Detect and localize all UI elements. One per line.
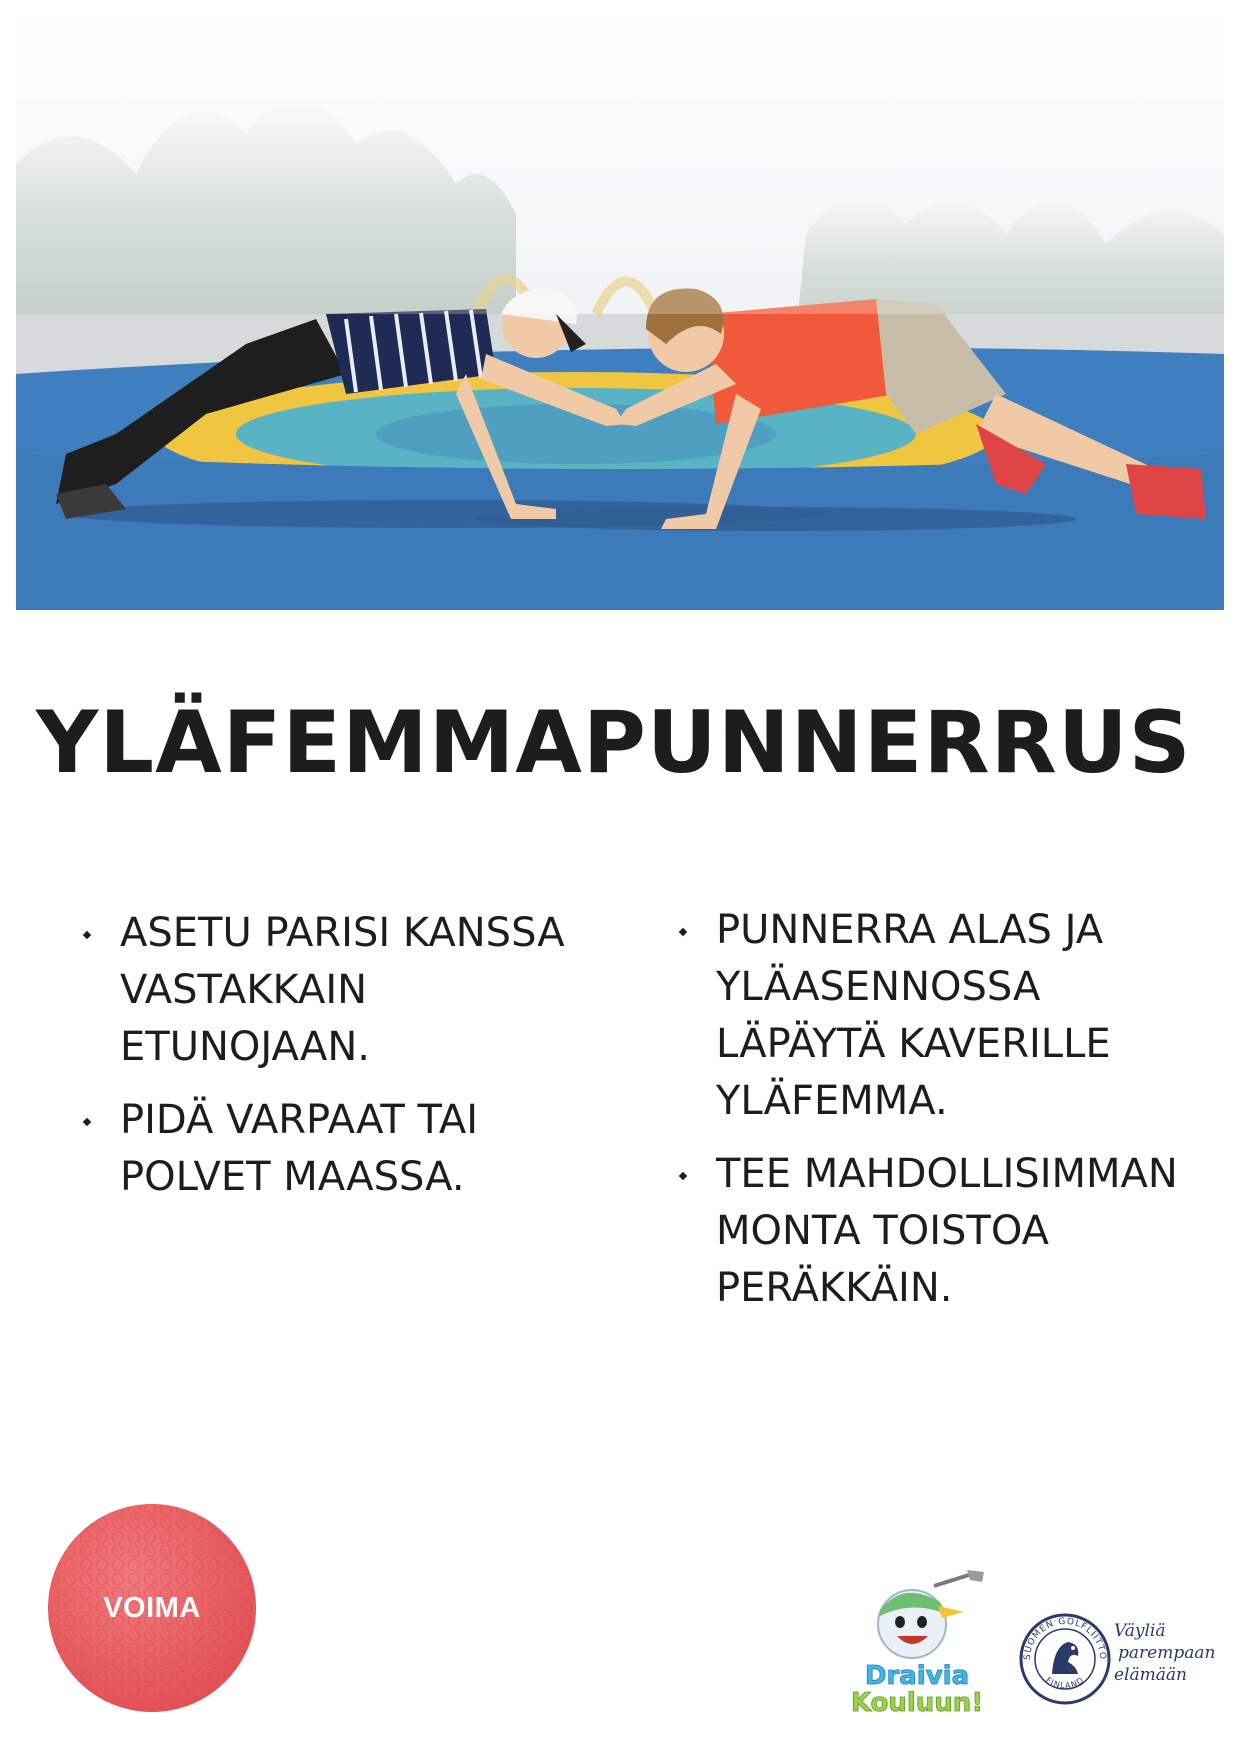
bullet-icon xyxy=(679,928,687,936)
instructions-left-column xyxy=(82,905,622,1222)
draivia-mascot-icon xyxy=(842,1566,992,1716)
category-badge xyxy=(46,1502,258,1714)
slogan-line: elämään xyxy=(1114,1665,1187,1685)
bullet-icon xyxy=(83,931,91,939)
bullet-icon xyxy=(679,1172,687,1180)
hero-photo xyxy=(16,14,1224,610)
draivia-kouluun-logo xyxy=(842,1566,992,1716)
golf-federation-logo xyxy=(1018,1612,1112,1706)
svg-text:Draivia: Draivia xyxy=(864,1661,970,1691)
slogan-text xyxy=(1114,1620,1234,1686)
svg-text:FINLAND: FINLAND xyxy=(1044,1675,1086,1691)
instruction-item xyxy=(678,902,1198,1130)
instruction-text: PIDÄ VARPAAT TAI POLVET MAASSA. xyxy=(120,1097,478,1200)
instruction-text: ASETU PARISI KANSSA VASTAKKAIN ETUNOJAAN. xyxy=(120,910,565,1070)
slogan-line: parempaan xyxy=(1118,1643,1216,1663)
slogan-line: Väyliä xyxy=(1114,1621,1166,1641)
instruction-text: TEE MAHDOLLISIMMAN MONTA TOISTOA PERÄKKÄIN. xyxy=(716,1151,1178,1311)
instruction-item xyxy=(82,905,622,1076)
category-label: VOIMA xyxy=(103,1591,201,1624)
golf-federation-seal-icon xyxy=(1018,1612,1112,1706)
hero-photo-illustration xyxy=(16,14,1224,610)
instruction-item xyxy=(82,1092,622,1206)
bullet-icon xyxy=(83,1118,91,1126)
instruction-item xyxy=(678,1146,1198,1317)
instruction-text: PUNNERRA ALAS JA YLÄASENNOSSA LÄPÄYTÄ KAVERILLE YLÄFEMMA. xyxy=(716,907,1111,1124)
svg-text:SUOMEN GOLFLIITTO: SUOMEN GOLFLIITTO xyxy=(1022,1616,1108,1661)
svg-text:Kouluun!: Kouluun! xyxy=(850,1688,984,1716)
instructions-right-column xyxy=(678,902,1198,1333)
exercise-title: YLÄFEMMAPUNNERRUS xyxy=(36,693,1192,793)
